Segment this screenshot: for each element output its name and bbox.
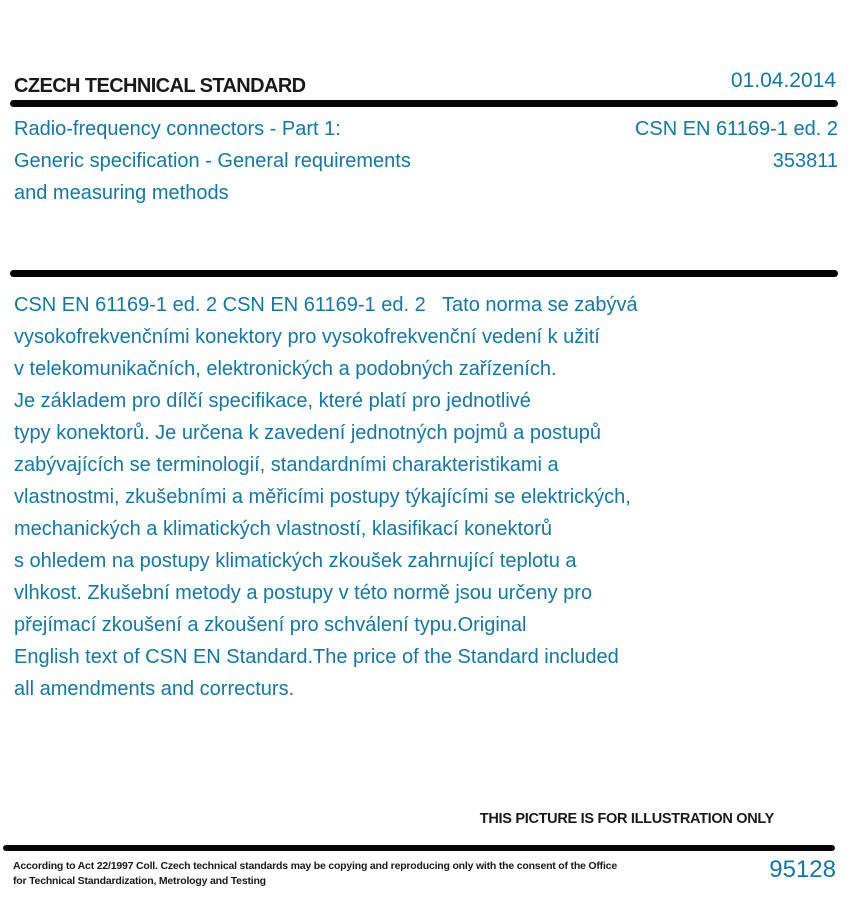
abstract-line: mechanických a klimatických vlastností, klasifikací konektorů xyxy=(14,518,552,540)
abstract-line: s ohledem na postupy klimatických zkoušek zahrnující teplotu a xyxy=(14,550,577,572)
title-divider-rule xyxy=(10,270,838,277)
standard-title-line: and measuring methods xyxy=(14,182,229,204)
abstract-line: přejímací zkoušení a zkoušení pro schválení typu.Original xyxy=(14,614,527,636)
classification-number: 353811 xyxy=(772,150,838,172)
copyright-legal-line: According to Act 22/1997 Coll. Czech technical standards may be copying and reproducing only with the consent of the Office xyxy=(13,860,617,872)
footer-divider-rule xyxy=(3,845,835,851)
copyright-legal-line: for Technical Standardization, Metrology and Testing xyxy=(13,874,266,887)
abstract-line: vlhkost. Zkušební metody a postupy v této normě jsou určeny pro xyxy=(14,582,593,604)
abstract-line: vysokofrekvenčními konektory pro vysokofrekvenční vedení k užití xyxy=(14,326,600,348)
issue-date: 01.04.2014 xyxy=(730,69,836,92)
abstract-text xyxy=(14,289,774,705)
standard-title-line: Radio-frequency connectors - Part 1: xyxy=(14,118,341,140)
abstract-line: all amendments and correcturs. xyxy=(14,678,295,700)
catalog-number: 95128 xyxy=(769,856,836,883)
abstract-line: zabývajících se terminologií, standardními charakteristikami a xyxy=(14,454,559,476)
abstract-line: typy konektorů. Je určena k zavedení jednotných pojmů a postupů xyxy=(14,422,602,444)
standard-designation: CSN EN 61169-1 ed. 2 xyxy=(634,118,838,140)
standard-title-block xyxy=(14,113,574,209)
header-divider-rule xyxy=(10,100,838,107)
abstract-line: CSN EN 61169-1 ed. 2 CSN EN 61169-1 ed. 2 Tato norma se zabývá xyxy=(14,294,638,316)
copyright-legal-text xyxy=(13,859,653,888)
abstract-line: English text of CSN EN Standard.The price of the Standard included xyxy=(14,646,619,668)
illustration-only-notice: THIS PICTURE IS FOR ILLUSTRATION ONLY xyxy=(479,811,774,827)
abstract-line: Je základem pro dílčí specifikace, které platí pro jednotlivé xyxy=(14,390,531,412)
abstract-line: v telekomunikačních, elektronických a podobných zařízeních. xyxy=(14,358,557,380)
document-type-heading: CZECH TECHNICAL STANDARD xyxy=(14,75,306,97)
standard-reference-block xyxy=(538,113,838,177)
standard-title-line: Generic specification - General requirements xyxy=(14,150,411,172)
abstract-line: vlastnostmi, zkušebními a měřicími postupy týkajícími se elektrických, xyxy=(14,486,631,508)
